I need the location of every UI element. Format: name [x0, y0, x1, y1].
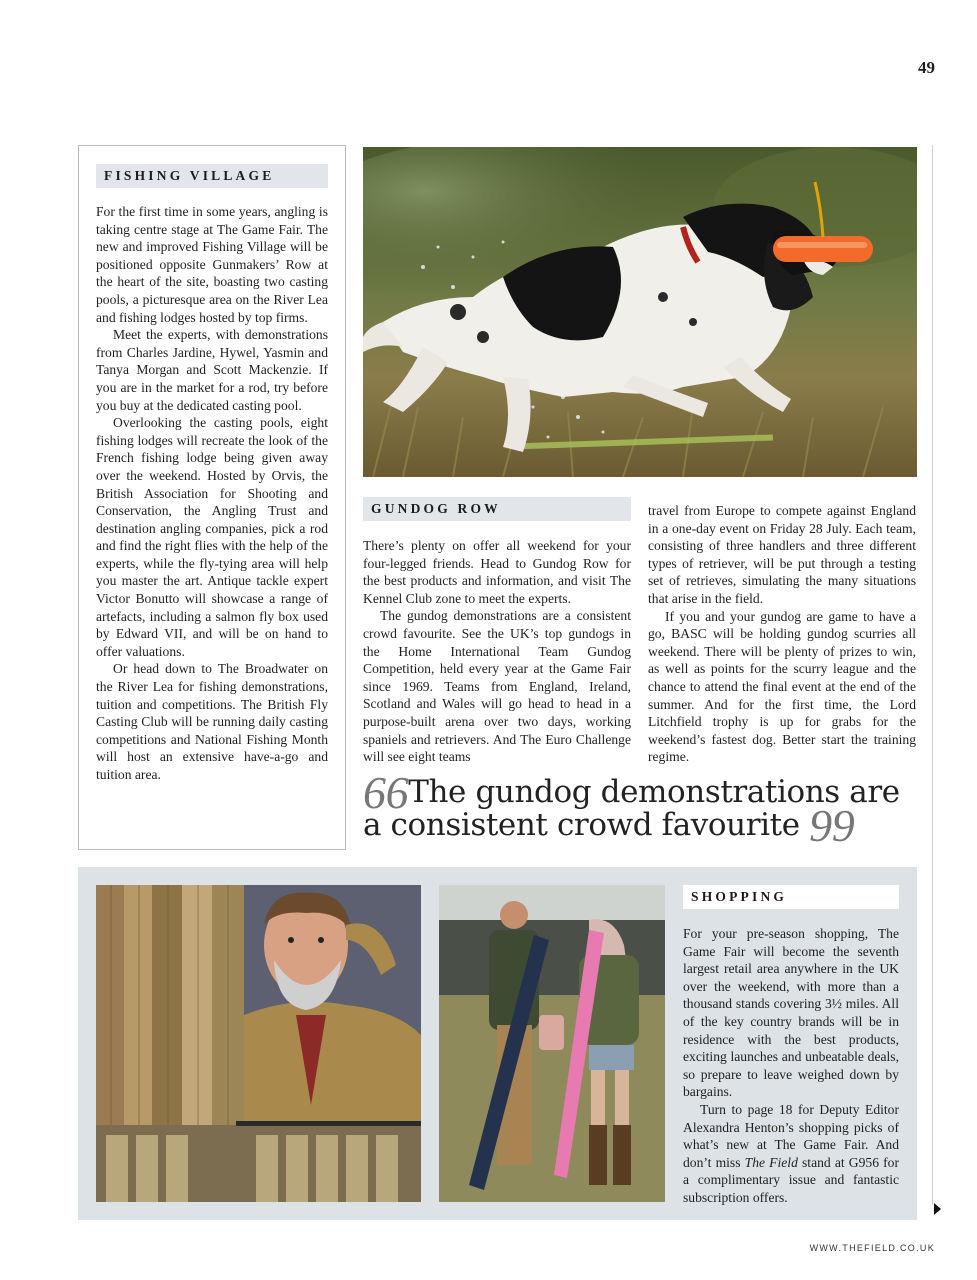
fishing-village-body — [96, 203, 328, 784]
fishing-village-box — [78, 145, 346, 850]
paragraph: For the first time in some years, angling is taking centre stage at The Game Fair. The new and improved Fishing Village will be positioned opposite Gunmakers’ Row at the heart of the site, boasting two casting pools, a picturesque area on the River Lea and fishing lodges hosted by top firms. — [96, 204, 328, 325]
gundog-row-heading: GUNDOG ROW — [363, 497, 631, 521]
shopping-body — [683, 925, 899, 1207]
paragraph: Or head down to The Broadwater on the River Lea for fishing demonstrations, tuition and competitions. The British Fly Casting Club will be running daily casting competitions and National Fishing Month will host an extensive have-a-go and tuition area. — [96, 661, 328, 782]
next-page-arrow-icon — [934, 1203, 941, 1215]
fishing-village-heading: FISHING VILLAGE — [96, 164, 328, 188]
game-fair-crowd-photo — [439, 885, 665, 1202]
magazine-title: The Field — [744, 1154, 798, 1170]
pull-quote — [363, 767, 923, 851]
close-quote-mark: 99 — [809, 800, 855, 851]
page-number: 49 — [918, 58, 935, 77]
pull-quote-text: The gundog demonstrations are a consistent crowd favourite — [363, 774, 900, 843]
tweed-jackets-photo — [96, 885, 421, 1202]
shopping-heading: SHOPPING — [683, 885, 899, 909]
footer-url: WWW.THEFIELD.CO.UK — [809, 1243, 935, 1253]
paragraph: The gundog demonstrations are a consistent crowd favourite. See the UK’s top gundogs in the Home International Team Gundog Competition, held every year at the Game Fair since 1969. Teams from England, Ireland, Scotland and Wales will go head to head in a purpose-built arena over two days, working spaniels and retrievers. And The Euro Challenge will see eight teams — [363, 608, 631, 765]
paragraph: If you and your gundog are game to have a go, BASC will be holding gundog scurries all weekend. There will be plenty of prizes to win, as well as points for the scurry league and the chance to attend the final event at the end of the summer. And for the first time, the Lord Litchfield trophy is up for grabs for the weekend’s fastest dog. Better start the training regime. — [648, 608, 916, 765]
paragraph: travel from Europe to compete against England in a one-day event on Friday 28 July. Each team, consisting of three handlers and three different types of retriever, will be put through a testing set of retrieves, simulating the many situations that arise in the field. — [648, 503, 916, 606]
gundog-row-column-2 — [648, 502, 916, 766]
spaniel-retrieving-photo — [363, 147, 917, 477]
paragraph: Overlooking the casting pools, eight fishing lodges will recreate the look of the French fishing lodge being given away over the weekend. Hosted by Orvis, the British Association for Shooting and Conservation, the Angling Trust and destination angling companies, pick a rod and find the right flies with the help of the experts, while the fly-tying area will help you master the art. Antique tackle expert Victor Bonutto will showcase a range of artefacts, including a salmon fly box used by Edward VII, and will be on hand to offer valuations. — [96, 415, 328, 659]
paragraph: For your pre-season shopping, The Game Fair will become the seventh largest retail area anywhere in the UK over the weekend, with more than a thousand stands covering 3½ miles. All of the key country brands will be in residence with the best products, exciting launches and unbeatable deals, so prepare to leave weighed down by bargains. — [683, 926, 899, 1100]
paragraph — [683, 1101, 899, 1207]
open-quote-mark: 66 — [363, 767, 409, 818]
paragraph: Meet the experts, with demonstrations from Charles Jardine, Hywel, Yasmin and Tanya Morgan and Scott Mackenzie. If you are in the market for a rod, try before you buy at the dedicated casting pool. — [96, 327, 328, 413]
text-run: Turn to page 18 for Deputy Editor Alexandra Henton’s shopping picks of what’s new at The Game Fair. And don’t miss — [683, 1101, 899, 1170]
gundog-row-column-1 — [363, 537, 631, 766]
paragraph: There’s plenty on offer all weekend for your four-legged friends. Head to Gundog Row for the best products and information, and visit The Kennel Club zone to meet the experts. — [363, 538, 631, 606]
text-run: stand at G956 for a complimentary issue and fantastic subscription offers. — [683, 1154, 899, 1205]
right-column-rule — [932, 145, 933, 1205]
